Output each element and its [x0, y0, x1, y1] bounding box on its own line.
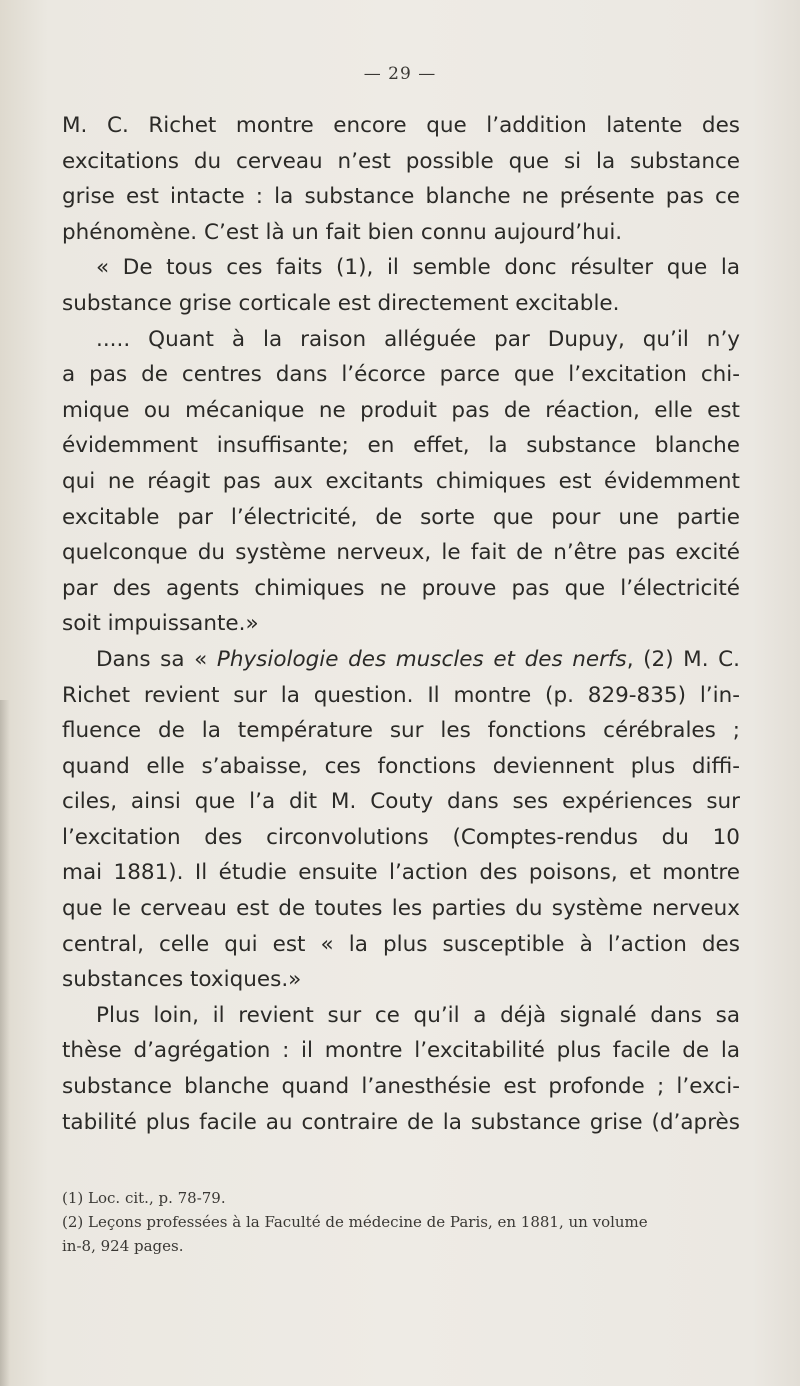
text-line: mai 1881). Il étudie ensuite l’action des poisons, et montre — [62, 860, 740, 886]
book-title: Physiologie des muscles et des nerfs — [216, 646, 627, 672]
page-number: — 29 — — [363, 64, 437, 84]
footnote-1: (1) Loc. cit., p. 78-79. — [62, 1189, 226, 1207]
text-line: évidemment insuffisante; en effet, la substance blanche — [62, 433, 740, 459]
text-line: phénomène. C’est là un fait bien connu aujourd’hui. — [62, 219, 623, 245]
text-line: mique ou mécanique ne produit pas de réaction, elle est — [62, 397, 740, 423]
text-line: qui ne réagit pas aux excitants chimiques est évidemment — [62, 468, 740, 494]
text-line: substances toxiques.» — [62, 967, 302, 993]
text-line: soit impuissante.» — [62, 611, 259, 637]
text-line: fluence de la température sur les fonctions cérébrales ; — [62, 718, 740, 744]
text-line: Plus loin, il revient sur ce qu’il a déjà signalé dans sa — [96, 1002, 740, 1028]
text-line: « De tous ces faits (1), il semble donc résulter que la — [96, 255, 740, 281]
text-line: quelconque du système nerveux, le fait de n’être pas excité — [62, 540, 740, 566]
text-line: par des agents chimiques ne prouve pas que l’électricité — [62, 575, 740, 601]
text-line: ..... Quant à la raison alléguée par Dupuy, qu’il n’y — [96, 326, 740, 352]
text-segment: Dans sa « — [96, 646, 217, 672]
text-segment: , (2) M. C. — [626, 646, 740, 672]
text-line: quand elle s’abaisse, ces fonctions deviennent plus diffi- — [62, 753, 740, 779]
text-line: a pas de centres dans l’écorce parce que l’excitation chi- — [62, 362, 740, 388]
text-line: central, celle qui est « la plus susceptible à l’action des — [62, 931, 740, 957]
page-edge-shadow — [0, 700, 10, 1386]
text-line: thèse d’agrégation : il montre l’excitabilité plus facile de la — [62, 1038, 740, 1064]
text-line: substance blanche quand l’anesthésie est profonde ; l’exci- — [62, 1074, 740, 1100]
text-line: excitations du cerveau n’est possible que si la substance — [62, 148, 740, 174]
footnotes — [62, 1186, 762, 1258]
text-line: ciles, ainsi que l’a dit M. Couty dans ses expériences sur — [62, 789, 740, 815]
text-line: M. C. Richet montre encore que l’addition latente des — [62, 113, 740, 138]
footnote-2-continued: in-8, 924 pages. — [62, 1237, 184, 1255]
text-line-with-title — [62, 642, 740, 678]
body-text — [62, 108, 740, 1140]
text-line: que le cerveau est de toutes les parties du système nerveux — [62, 896, 740, 922]
text-line: excitable par l’électricité, de sorte que pour une partie — [62, 504, 740, 530]
text-line: l’excitation des circonvolutions (Comptes-rendus du 10 — [62, 824, 740, 850]
footnote-2: (2) Leçons professées à la Faculté de médecine de Paris, en 1881, un volume — [62, 1213, 648, 1231]
text-line: substance grise corticale est directement excitable. — [62, 290, 620, 316]
text-line: tabilité plus facile au contraire de la substance grise (d’après — [62, 1109, 740, 1135]
text-line: grise est intacte : la substance blanche ne présente pas ce — [62, 184, 740, 210]
text-line: Richet revient sur la question. Il montre (p. 829-835) l’in- — [62, 682, 740, 708]
